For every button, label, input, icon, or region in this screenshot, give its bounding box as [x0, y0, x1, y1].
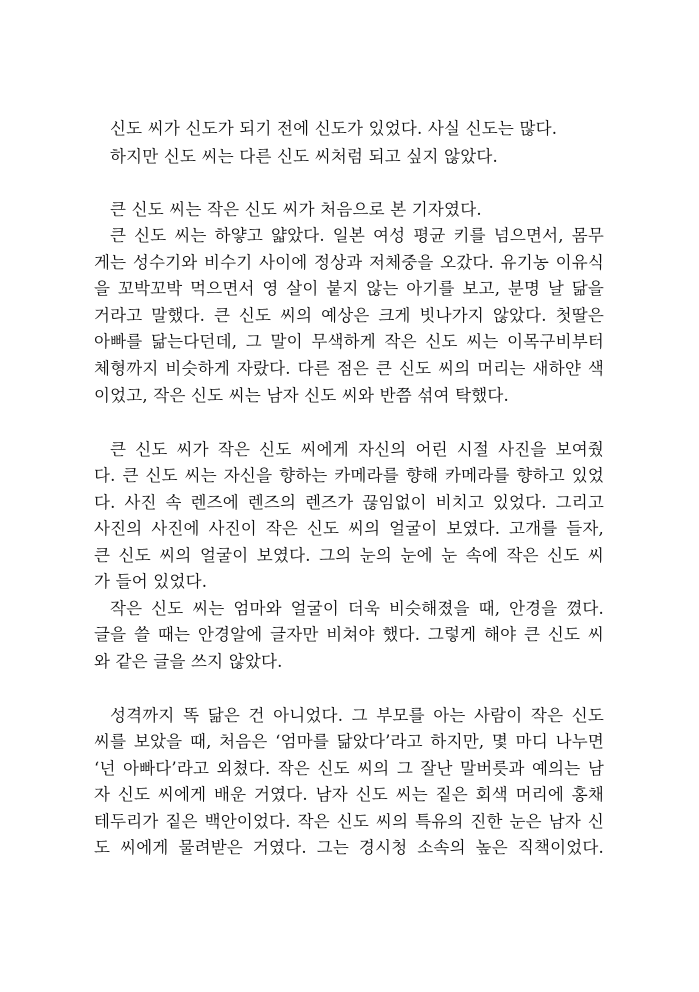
text-line: 다. 사진 속 렌즈에 렌즈의 렌즈가 끊임없이 비치고 있었다. 그리고	[94, 493, 604, 512]
text-line: 아빠를 닮는다던데, 그 말이 무색하게 작은 신도 씨는 이목구비부터	[94, 332, 604, 351]
text-line: 테두리가 짙은 백안이었다. 작은 신도 씨의 특유의 진한 눈은 남자 신	[94, 812, 604, 831]
text-line: 큰 신도 씨는 하얗고 얇았다. 일본 여성 평균 키를 넘으면서, 몸무	[110, 226, 604, 245]
text-line: 큰 신도 씨의 얼굴이 보였다. 그의 눈의 눈에 눈 속에 작은 신도 씨	[94, 546, 604, 565]
text-line: 성격까지 똑 닮은 건 아니었다. 그 부모를 아는 사람이 작은 신도	[110, 706, 604, 725]
text-line: 큰 신도 씨가 작은 신도 씨에게 자신의 어린 시절 사진을 보여줬	[110, 440, 604, 459]
text-line: 을 꼬박꼬박 먹으면서 영 살이 붙지 않는 아기를 보고, 분명 날 닮을	[94, 279, 604, 298]
text-line: 이었고, 작은 신도 씨는 남자 신도 씨와 반쯤 섞여 탁했다.	[94, 386, 509, 405]
text-line: 거라고 말했다. 큰 신도 씨의 예상은 크게 빗나가지 않았다. 첫딸은	[94, 306, 604, 325]
text-line: 도 씨에게 물려받은 거였다. 그는 경시청 소속의 높은 직책이었다.	[94, 838, 605, 857]
text-line: 씨를 보았을 때, 처음은 ‘엄마를 닮았다’라고 하지만, 몇 마디 나누면	[94, 732, 604, 751]
text-line: 작은 신도 씨는 엄마와 얼굴이 더욱 비슷해졌을 때, 안경을 꼈다.	[110, 599, 604, 618]
text-line: 다. 큰 신도 씨는 자신을 향하는 카메라를 향해 카메라를 향하고 있었	[94, 466, 604, 485]
text-line: ‘넌 아빠다’라고 외쳤다. 작은 신도 씨의 그 잘난 말버릇과 예의는 남	[94, 759, 604, 778]
text-line: 체형까지 비슷하게 자랐다. 다른 점은 큰 신도 씨의 머리는 새하얀 색	[94, 359, 604, 378]
text-line: 사진의 사진에 사진이 작은 신도 씨의 얼굴이 보였다. 고개를 들자,	[94, 519, 604, 538]
text-line: 신도 씨가 신도가 되기 전에 신도가 있었다. 사실 신도는 많다.	[110, 119, 558, 138]
text-line: 큰 신도 씨는 작은 신도 씨가 처음으로 본 기자였다.	[110, 200, 482, 219]
text-line: 글을 쓸 때는 안경알에 글자만 비쳐야 했다. 그렇게 해야 큰 신도 씨	[94, 625, 604, 644]
text-line: 가 들어 있었다.	[94, 572, 208, 591]
text-line: 자 신도 씨에게 배운 거였다. 남자 신도 씨는 짙은 회색 머리에 홍채	[94, 785, 604, 804]
text-line: 와 같은 글을 쓰지 않았다.	[94, 652, 283, 671]
text-line: 게는 성수기와 비수기 사이에 정상과 저체중을 오갔다. 유기농 이유식	[94, 253, 604, 272]
text-line: 하지만 신도 씨는 다른 신도 씨처럼 되고 싶지 않았다.	[110, 147, 498, 166]
